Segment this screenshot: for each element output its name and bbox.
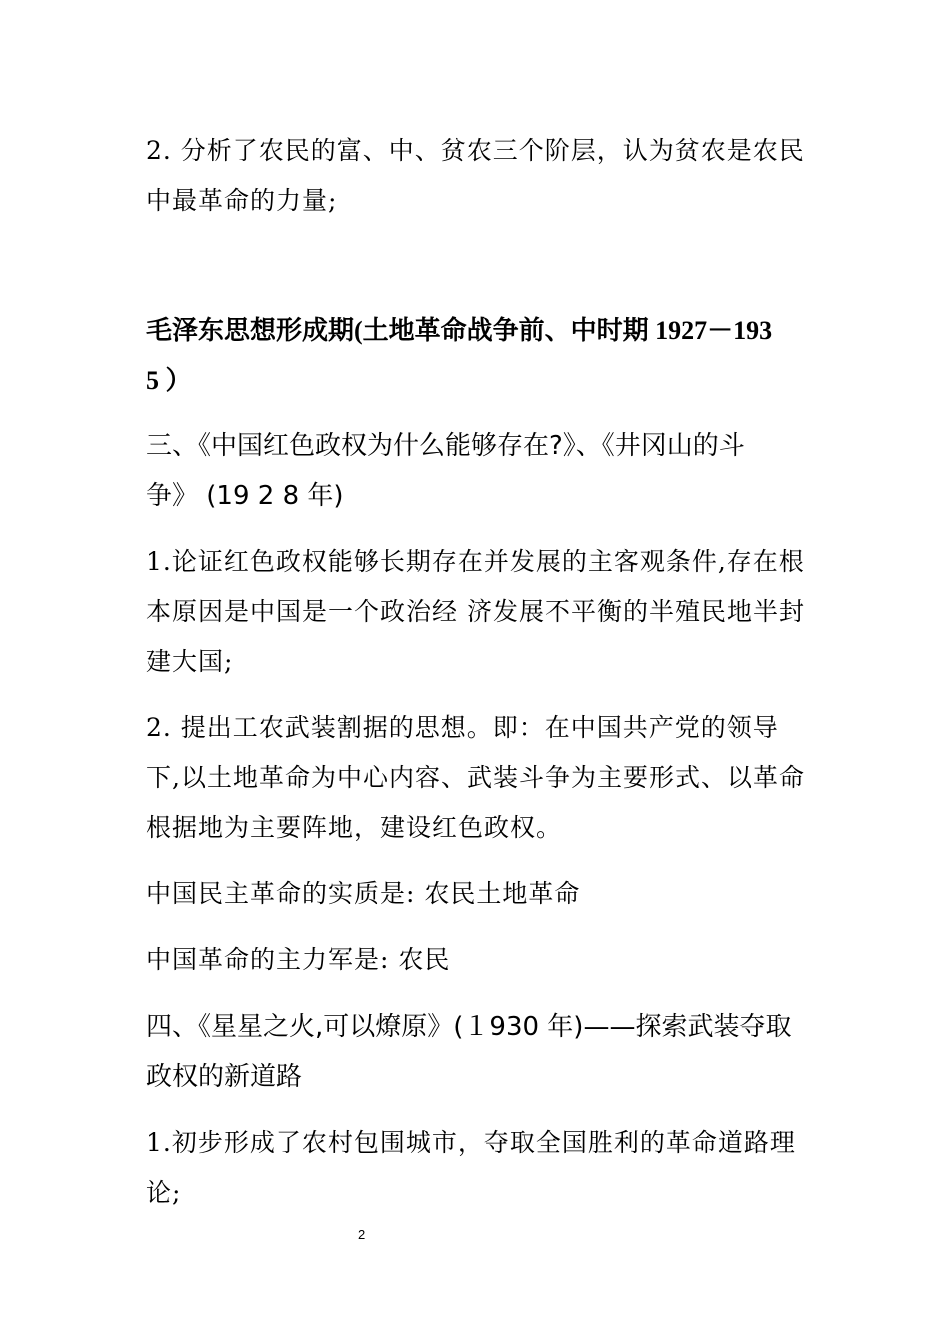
- section-title-line: 5 ）: [146, 366, 192, 395]
- heading-line: 三、《中国红色政权为什么能够存在?》、《井冈山的斗: [146, 431, 745, 461]
- text-line: 建大国;: [146, 647, 234, 676]
- paragraph-rural-encirclement: [146, 1118, 806, 1218]
- text-line: 中国革命的主力军是: 农民: [146, 945, 451, 974]
- section-title-line: 毛泽东思想形成期(土地革命战争前、中时期 1927－193: [146, 316, 773, 345]
- section-title: [146, 306, 806, 406]
- paragraph-main-force: [146, 935, 806, 985]
- text-line: 论;: [146, 1178, 182, 1207]
- text-line: 根据地为主要阵地，建设红色政权。: [146, 813, 563, 842]
- heading-line: 争》 (19 2 8 年): [146, 481, 344, 511]
- text-line: 2. 提出工农武装割据的思想。即：在中国共产党的领导: [146, 713, 779, 742]
- heading-three: [146, 421, 806, 521]
- heading-line: 政权的新道路: [146, 1062, 303, 1092]
- text-line: 2. 分析了农民的富、中、贫农三个阶层，认为贫农是农民: [146, 136, 805, 165]
- heading-line: 四、《星星之火,可以燎原》(１930 年)——探索武装夺取: [146, 1012, 792, 1042]
- text-line: 下,以土地革命为中心内容、武装斗争为主要形式、以革命: [146, 763, 805, 792]
- text-line: 本原因是中国是一个政治经 济发展不平衡的半殖民地半封: [146, 597, 805, 626]
- text-line: 1.论证红色政权能够长期存在并发展的主客观条件,存在根: [146, 547, 805, 576]
- text-line: 中最革命的力量;: [146, 186, 338, 215]
- paragraph-revolution-essence: [146, 869, 806, 919]
- paragraph-peasant-classes: [146, 126, 806, 226]
- page-number: 2: [358, 1227, 366, 1242]
- paragraph-armed-independent-regime: [146, 703, 806, 853]
- text-line: 中国民主革命的实质是: 农民土地革命: [146, 879, 581, 908]
- paragraph-red-regime-conditions: [146, 537, 806, 687]
- text-line: 1.初步形成了农村包围城市，夺取全国胜利的革命道路理: [146, 1128, 796, 1157]
- heading-four: [146, 1002, 806, 1102]
